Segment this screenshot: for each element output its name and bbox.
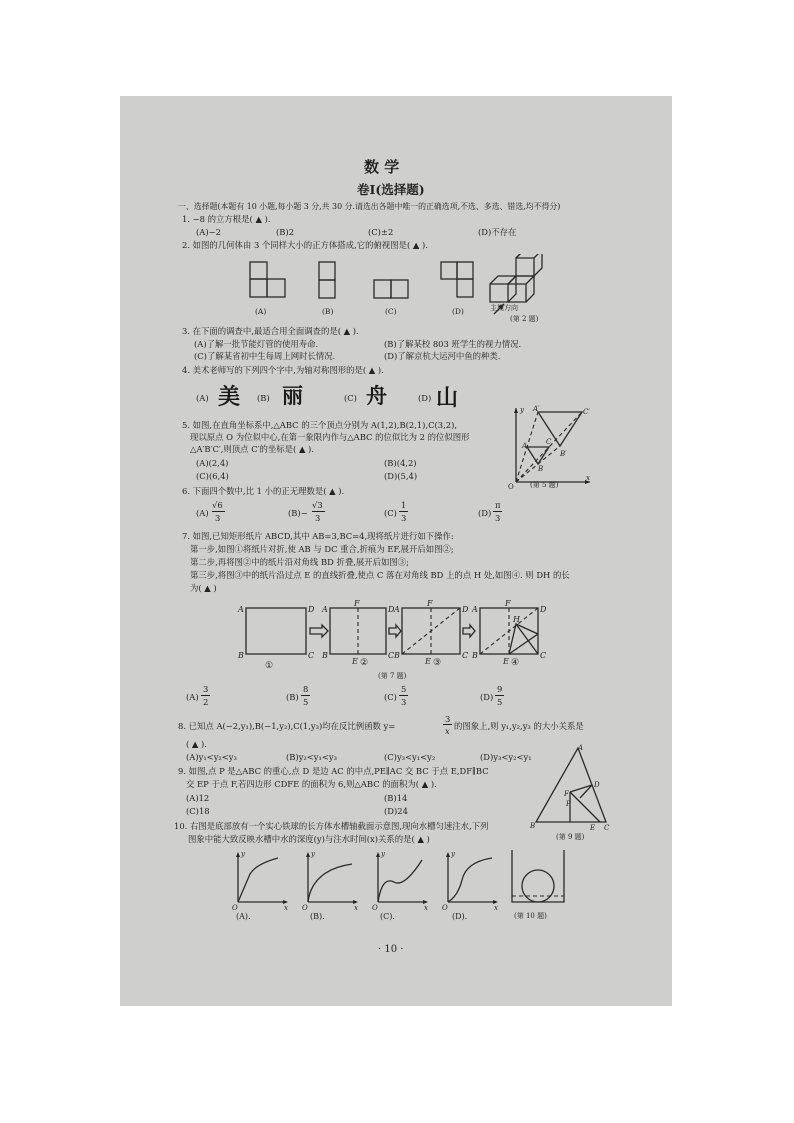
q7-f2-a: A [322,605,328,614]
q1-option-c: (C)±2 [368,227,394,237]
q10-label-a: (A). [236,912,251,921]
q1-stem: 1. −8 的立方根是( ▲ ). [182,214,271,224]
q5-c: C [546,438,552,446]
svg-text:x: x [284,904,288,912]
q2-option-b-figure [319,262,335,298]
q8-frac-den: x [445,726,450,736]
q9-caption: (第 9 题) [556,833,585,841]
q7-f2-b: B [322,651,328,660]
svg-text:O: O [442,904,448,912]
q10-line2: 图象中能大致反映水槽中水的深度(y)与注水时间(x)关系的是( ▲ ) [188,834,430,844]
q7-f3-e: E [425,657,431,666]
q2-option-a-figure [250,262,285,297]
q7-f1-c: C [308,651,315,660]
q10-label-b: (B). [310,912,325,921]
q9-e: E [590,824,596,832]
q5-line1: 5. 如图,在直角坐标系中,△ABC 的三个顶点分别为 A(1,2),B(2,1),C(3,2), [182,420,458,430]
q9-p: P [566,800,571,808]
volume-title: 卷Ⅰ(选择题) [357,182,425,197]
q10-graph-b [306,852,358,904]
q3-option-c: (C)了解某省初中生每周上网时长情况. [194,351,336,361]
q1-option-d: (D)不存在 [478,227,517,237]
q7-caption: (第 7 题) [378,672,407,680]
q7-f3-b: B [394,651,400,660]
section-note: 一、选择题(本题有 10 小题,每小题 3 分,共 30 分.请选出各题中唯一的正确选项,不选、多选、错选,均不得分) [178,202,561,211]
q5-b2: B′ [560,450,567,458]
q7-f4-f: F [505,599,511,608]
q7-line5: 为( ▲ ) [190,583,217,593]
q7-f4-b: B [472,651,478,660]
q8-blank: ( ▲ ). [186,739,207,749]
q10-graph-c [376,852,428,904]
q9-line1: 9. 如图,点 P 是△ABC 的重心,点 D 是边 AC 的中点,PE∥AC 交 BC 于点 E,DF∥BC [178,766,489,776]
q8-stem-b: 的图象上,则 y₁,y₂,y₃ 的大小关系是 [454,721,584,731]
q7-f3-a: A [394,605,400,614]
q9-d: D [594,781,600,789]
q3-option-b: (B)了解某校 803 班学生的视力情况. [384,339,522,349]
q7-fold-figures [226,598,556,672]
q9-option-a: (A)12 [186,793,210,803]
q2-view-label: 主视方向 [490,304,518,312]
q2-label-d: (D) [452,307,464,316]
svg-text:y: y [311,850,315,858]
q7-f3-d: D [462,605,469,614]
q4-option-b: (B) [257,393,270,403]
q5-o: O [508,483,514,491]
q9-f: F [564,790,569,798]
q10-label-c: (C). [380,912,395,921]
svg-text:O: O [232,904,238,912]
q8-frac-num: 3 [445,714,451,724]
q7-f4-c: C [540,651,547,660]
q8-stem-a: 8. 已知点 A(−2,y₁),B(−1,y₂),C(1,y₃)均在反比例函数 y= [178,721,396,731]
q7-f2-e: E [352,657,358,666]
q2-label-a: (A) [255,307,267,316]
q7-f4-e: E [503,657,509,666]
q9-option-b: (B)14 [384,793,408,803]
q5-x: x [586,474,590,482]
q5-c2: C′ [583,408,590,416]
q7-f3-c: C [462,651,469,660]
q5-b: B [538,465,544,473]
q3-option-a: (A)了解一批节能灯管的使用寿命. [194,339,319,349]
q8-option-c: (C)y₃<y₁<y₂ [384,752,436,762]
q9-a: A [578,744,584,752]
q2-label-b: (B) [322,307,334,316]
page-number: · 10 · [378,944,404,955]
q7-f2-d: D [388,605,395,614]
q2-stem: 2. 如图的几何体由 3 个同样大小的正方体搭成,它的俯视图是( ▲ ). [182,240,428,250]
q8-option-a: (A)y₁<y₂<y₃ [186,752,237,762]
q9-option-c: (C)18 [186,806,210,816]
q5-option-a: (A)(2,4) [196,458,229,468]
q2-label-c: (C) [385,307,397,316]
q5-caption: (第 5 题) [530,481,559,489]
svg-text:x: x [354,904,358,912]
q9-c: C [604,824,610,832]
q9-triangle-figure [528,742,612,832]
q7-line1: 7. 如图,已知矩形纸片 ABCD,其中 AB=3,BC=4,现将纸片进行如下操作: [182,531,454,541]
q5-line3: △A′B′C′,则顶点 C′的坐标是( ▲ ). [190,444,314,454]
q7-line3: 第二步,再将图②中的纸片沿对角线 BD 折叠,展开后如图③; [190,557,409,567]
q9-b: B [530,822,536,830]
q4-stem: 4. 美术老师写的下列四个字中,为轴对称图形的是( ▲ ). [182,365,384,375]
q1-option-b: (B)2 [276,227,295,237]
q5-line2: 现以原点 O 为位似中心,在第一象限内作与△ABC 的位似比为 2 的位似图形 [190,432,470,442]
q8-frac-bar [443,724,452,725]
q1-option-a: (A)−2 [196,227,221,237]
subject-title: 数 学 [364,158,400,176]
q5-y: y [520,406,524,414]
svg-text:y: y [241,850,245,858]
q7-line2: 第一步,如图①将纸片对折,使 AB 与 DC 重合,折痕为 EF,展开后如图②; [190,544,454,554]
q4-char-a: 美 [218,384,241,410]
q7-f4-a: A [472,605,478,614]
q5-option-d: (D)(5,4) [384,471,418,481]
q3-stem: 3. 在下面的调查中,最适合用全面调查的是( ▲ ). [182,326,359,336]
q7-fig4-num: ④ [511,658,520,668]
q7-f4-d: D [540,605,547,614]
q4-char-d: 山 [436,385,459,411]
q7-f1-d: D [308,605,315,614]
q2-caption: (第 2 题) [510,315,539,323]
svg-text:O: O [372,904,378,912]
q10-line1: 10. 右图是底部放有一个实心铁球的长方体水槽轴截面示意图,现向水槽匀速注水,下列 [174,821,489,831]
q4-option-c: (C) [344,393,357,403]
q10-tank [512,850,564,902]
q4-option-a: (A) [196,393,209,403]
q10-graph-a [236,852,288,904]
q2-option-d-figure [441,262,473,297]
svg-text:x: x [494,904,498,912]
svg-text:y: y [451,850,455,858]
q8-option-b: (B)y₂<y₁<y₃ [286,752,337,762]
q7-f2-c: C [388,651,395,660]
q2-option-c-figure [374,280,408,298]
q5-a2: A′ [533,405,540,413]
q9-option-d: (D)24 [384,806,408,816]
svg-text:O: O [302,904,308,912]
q7-f1-b: B [238,651,244,660]
q7-fig2-num: ② [360,658,369,668]
q7-f4-h: H [513,615,520,624]
q7-fig3-num: ③ [433,658,442,668]
q5-a: A [522,442,528,450]
q10-graphs [226,846,576,912]
q7-f2-f: F [354,599,360,608]
q5-option-c: (C)(6,4) [196,471,229,481]
q3-option-d: (D)了解京杭大运河中鱼的种类. [384,351,501,361]
q9-line2: 交 EP 于点 F,若四边形 CDFE 的面积为 6,则△ABC 的面积为( ▲ ). [186,779,437,789]
q5-option-b: (B)(4,2) [384,458,417,468]
q7-f1-a: A [238,605,244,614]
q4-char-c: 舟 [366,383,387,408]
q7-line4: 第三步,将图③中的纸片沿过点 E 的直线折叠,使点 C 落在对角线 BD 上的点 H 处,如图④. 则 DH 的长 [190,570,570,580]
q4-option-d: (D) [418,393,432,403]
q4-char-b: 丽 [282,383,303,408]
q10-label-d: (D). [452,912,468,921]
q5-coordinate-figure [504,402,596,492]
svg-text:x: x [424,904,428,912]
q10-caption: (第 10 题) [514,912,547,920]
q6-stem: 6. 下面四个数中,比 1 小的正无理数是( ▲ ). [182,486,345,496]
q8-option-d: (D)y₃<y₂<y₁ [480,752,532,762]
svg-text:y: y [381,850,385,858]
q7-fig1-num: ① [265,661,274,671]
q10-graph-d [446,852,498,904]
q7-f3-f: F [427,599,433,608]
